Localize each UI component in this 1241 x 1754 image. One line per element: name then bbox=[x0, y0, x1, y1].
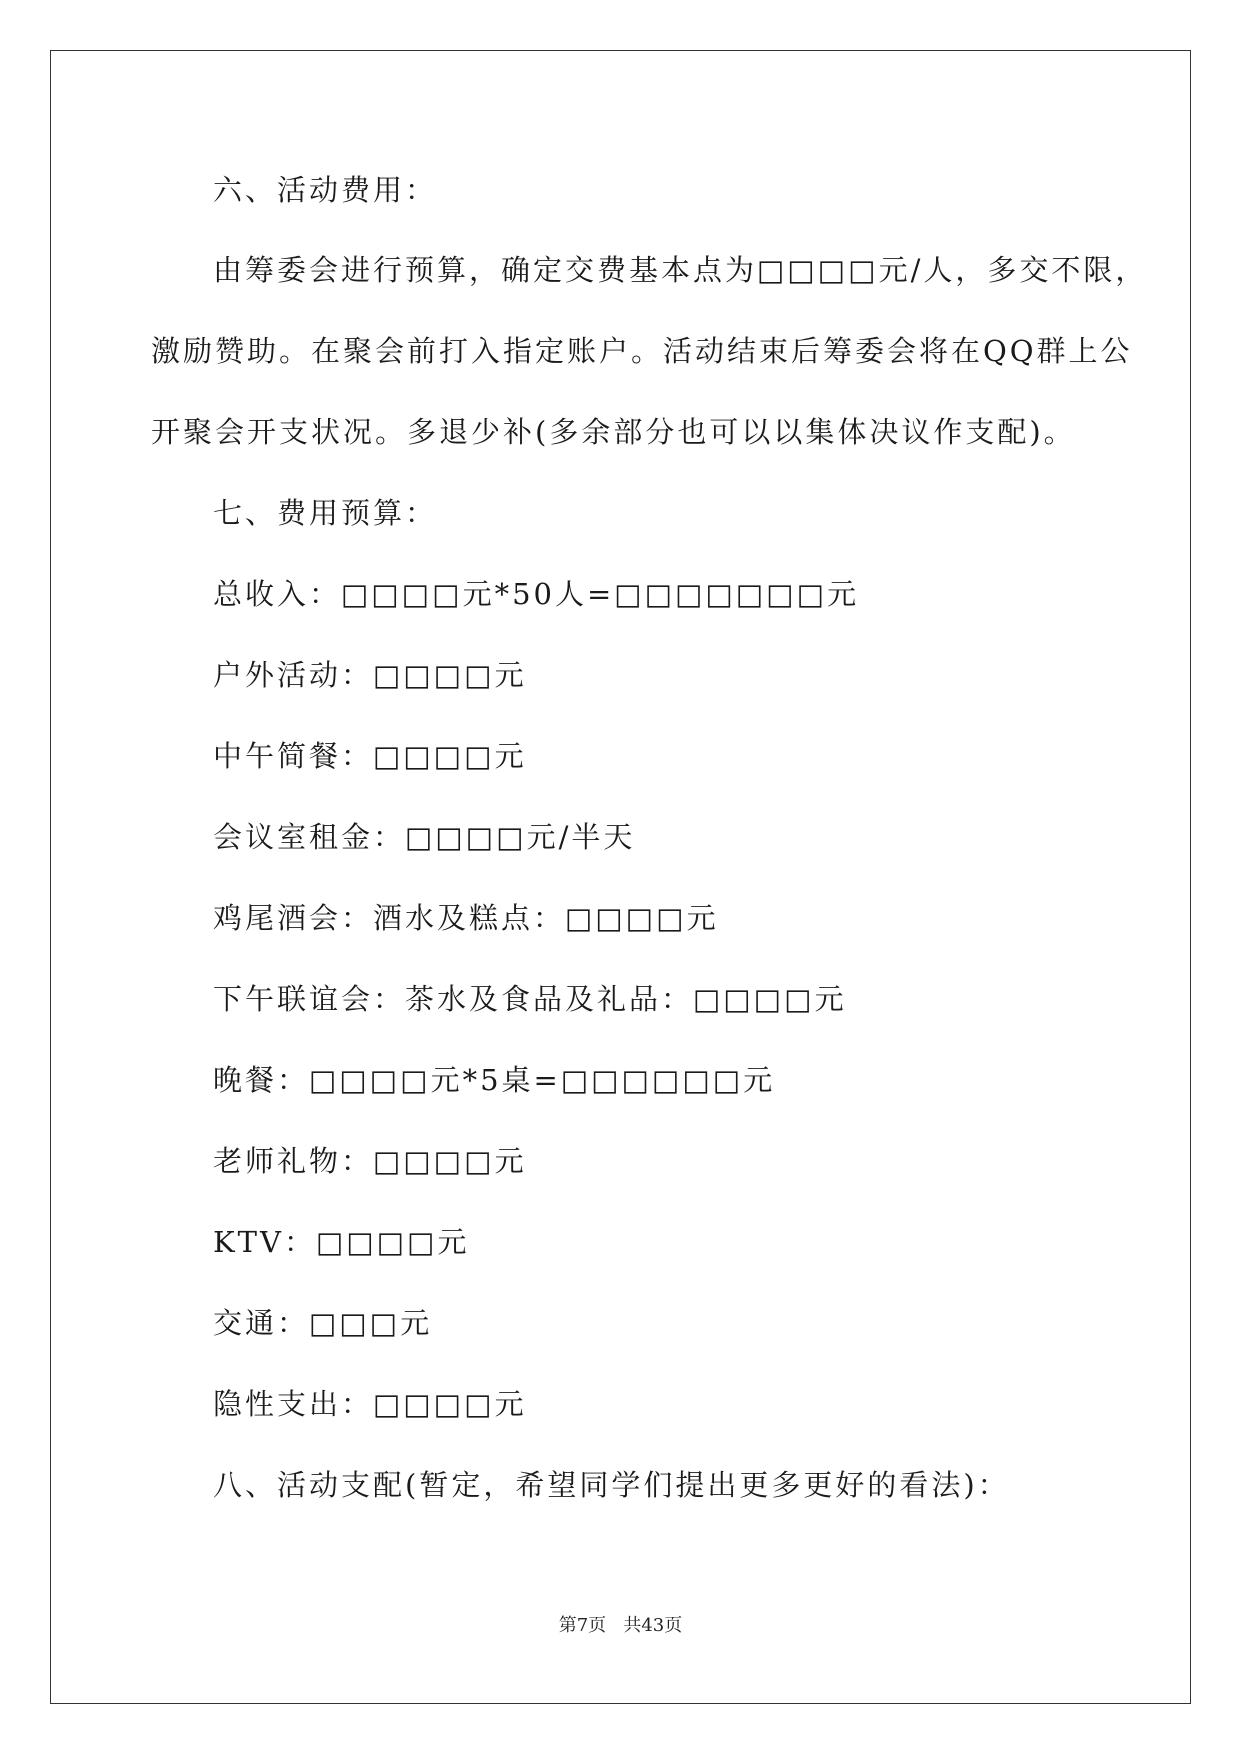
budget-item-transport: 交通：□□□元 bbox=[213, 1306, 433, 1340]
section-heading-activity-cost: 六、活动费用： bbox=[213, 173, 438, 207]
budget-item-hidden: 隐性支出：□□□□元 bbox=[213, 1387, 527, 1421]
paragraph-line: 开聚会开支状况。多退少补(多余部分也可以以集体决议作支配)。 bbox=[151, 415, 1076, 449]
paragraph-line: 由筹委会进行预算，确定交费基本点为□□□□元/人，多交不限， bbox=[213, 253, 1148, 287]
budget-item-teacher-gift: 老师礼物：□□□□元 bbox=[213, 1144, 527, 1178]
budget-item-total-income: 总收入：□□□□元*50人=□□□□□□□元 bbox=[213, 577, 860, 611]
page-border bbox=[50, 50, 1191, 1704]
section-heading-arrangement: 八、活动支配(暂定，希望同学们提出更多更好的看法)： bbox=[213, 1468, 1010, 1502]
budget-item-lunch: 中午简餐：□□□□元 bbox=[213, 739, 527, 773]
paragraph-line: 激励赞助。在聚会前打入指定账户。活动结束后筹委会将在QQ群上公 bbox=[151, 334, 1133, 368]
budget-item-dinner: 晚餐：□□□□元*5桌=□□□□□□元 bbox=[213, 1063, 776, 1097]
page-number-label: 第7页 共43页 bbox=[558, 1615, 683, 1636]
budget-item-outdoor: 户外活动：□□□□元 bbox=[213, 658, 527, 692]
budget-item-room-rent: 会议室租金：□□□□元/半天 bbox=[213, 820, 636, 854]
section-heading-budget: 七、费用预算： bbox=[213, 496, 438, 530]
page-footer bbox=[0, 1614, 1241, 1638]
budget-item-cocktail: 鸡尾酒会：酒水及糕点：□□□□元 bbox=[213, 901, 719, 935]
budget-item-party: 下午联谊会：茶水及食品及礼品：□□□□元 bbox=[213, 982, 847, 1016]
budget-item-ktv: KTV：□□□□元 bbox=[213, 1225, 470, 1259]
